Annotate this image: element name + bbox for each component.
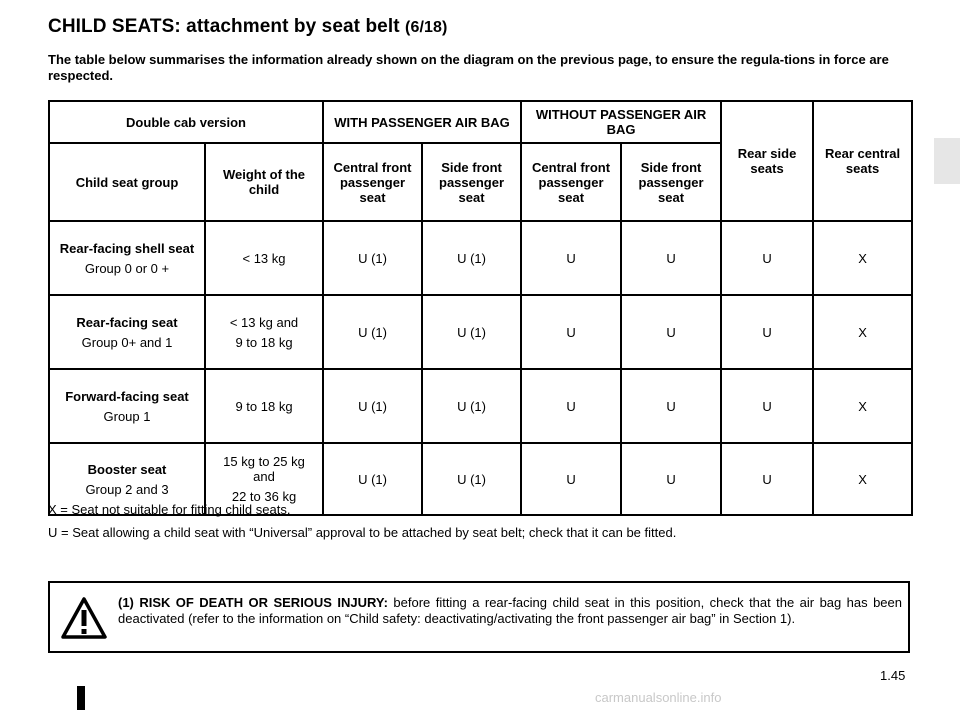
warning-box xyxy=(48,581,910,653)
value-cell: U (1) xyxy=(422,221,521,295)
side-front-header: Side front passenger seat xyxy=(621,143,721,221)
seat-name: Rear-facing shell seat xyxy=(59,240,195,256)
value-cell: U (1) xyxy=(323,369,422,443)
weight-a: < 13 kg and xyxy=(229,314,299,330)
header-row-1 xyxy=(49,101,912,143)
weight-a: 15 kg to 25 kg and xyxy=(223,454,305,484)
page-title xyxy=(48,16,447,38)
version-header: Double cab version xyxy=(49,101,323,143)
warning-lead: (1) RISK OF DEATH OR SERIOUS INJURY: xyxy=(118,595,388,610)
value-cell: U xyxy=(621,443,721,515)
intro-paragraph: The table below summarises the information already shown on the diagram on the previous page, to ensure the regula-tions in force are respected. xyxy=(48,52,889,83)
seat-group-cell xyxy=(49,369,205,443)
seat-group: Group 1 xyxy=(103,408,151,424)
value-cell: U xyxy=(621,295,721,369)
value-cell: U xyxy=(621,221,721,295)
value-cell: U (1) xyxy=(323,443,422,515)
child-seat-table xyxy=(48,100,913,516)
seat-group-cell xyxy=(49,295,205,369)
table-row xyxy=(49,369,912,443)
value-cell: U xyxy=(521,295,621,369)
legend-u: U = Seat allowing a child seat with “Universal” approval to be attached by seat belt; check that it can be fitted. xyxy=(48,525,677,540)
value-cell: U (1) xyxy=(422,369,521,443)
seat-group-cell xyxy=(49,221,205,295)
table-row xyxy=(49,221,912,295)
with-airbag-header: WITH PASSENGER AIR BAG xyxy=(323,101,521,143)
page-count: (6/18) xyxy=(405,19,448,36)
value-cell: X xyxy=(813,369,912,443)
central-front-header: Central front passenger seat xyxy=(323,143,422,221)
weight-a: 9 to 18 kg xyxy=(235,398,293,414)
value-cell: U xyxy=(721,443,813,515)
seat-group: Group 0+ and 1 xyxy=(81,334,173,350)
value-cell: U (1) xyxy=(422,295,521,369)
rear-side-header: Rear side seats xyxy=(721,101,813,221)
value-cell: U xyxy=(521,221,621,295)
without-airbag-header: WITHOUT PASSENGER AIR BAG xyxy=(521,101,721,143)
weight-b: 9 to 18 kg xyxy=(235,334,293,350)
central-front-header: Central front passenger seat xyxy=(521,143,621,221)
seat-name: Booster seat xyxy=(87,461,167,477)
value-cell: X xyxy=(813,443,912,515)
seat-group: Group 0 or 0 + xyxy=(84,260,170,276)
seat-name: Forward-facing seat xyxy=(65,388,189,404)
side-front-header: Side front passenger seat xyxy=(422,143,521,221)
value-cell: U (1) xyxy=(323,221,422,295)
weight-b: 22 to 36 kg xyxy=(231,489,297,504)
title-text: CHILD SEATS: attachment by seat belt xyxy=(48,16,400,37)
value-cell: X xyxy=(813,221,912,295)
seat-group: Group 2 and 3 xyxy=(85,481,169,497)
rear-central-header: Rear central seats xyxy=(813,101,912,221)
warning-text xyxy=(118,595,902,627)
warning-triangle-icon xyxy=(60,596,108,640)
group-header: Child seat group xyxy=(49,143,205,221)
corner-mark xyxy=(77,686,85,710)
weight-a: < 13 kg xyxy=(242,250,286,266)
value-cell: U (1) xyxy=(323,295,422,369)
page-number: 1.45 xyxy=(880,668,906,683)
weight-cell xyxy=(205,295,323,369)
weight-header: Weight of the child xyxy=(205,143,323,221)
warning-body: before fitting a rear-facing child seat in this position, check that the air bag has been deactivated (refer to the information on “Child safety: deactivating/activating the front passenger air bag” in Section 1). xyxy=(118,595,902,626)
value-cell: U xyxy=(721,295,813,369)
value-cell: X xyxy=(813,295,912,369)
seat-name: Rear-facing seat xyxy=(76,314,178,330)
value-cell: U (1) xyxy=(422,443,521,515)
section-tab xyxy=(934,138,960,184)
legend-x: X = Seat not suitable for fitting child seats. xyxy=(48,502,291,517)
value-cell: U xyxy=(521,369,621,443)
value-cell: U xyxy=(521,443,621,515)
weight-cell xyxy=(205,369,323,443)
table-row xyxy=(49,295,912,369)
watermark: carmanualsonline.info xyxy=(595,690,722,705)
value-cell: U xyxy=(721,369,813,443)
value-cell: U xyxy=(721,221,813,295)
weight-cell xyxy=(205,221,323,295)
value-cell: U xyxy=(621,369,721,443)
